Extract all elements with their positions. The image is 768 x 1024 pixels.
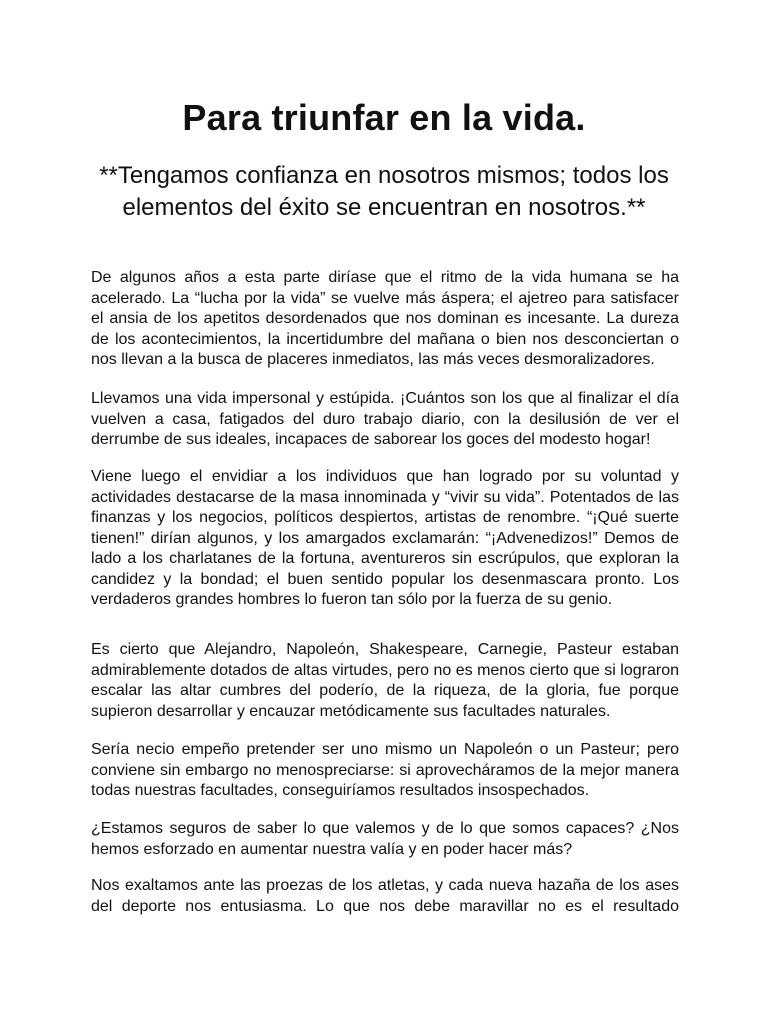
paragraph-3: Viene luego el envidiar a los individuos que han logrado por su voluntad y actividades destacarse de la masa innominada y “vivir su vida”. Potentados de las finanzas y los negocios, políticos despiertos, artistas de renombre. “¡Qué suerte tienen!” dirían algunos, y los amargados exclamarán: “¡Advenedizos!” Demos de lado a los charlatanes de la fortuna, aventureros sin escrúpulos, que exploran la candidez y la bondad; el buen sentido popular los desenmascara pronto. Los verdaderos grandes hombres lo fueron tan sólo por la fuerza de su genio. — [91, 468, 679, 608]
paragraph-2: Llevamos una vida impersonal y estúpida. ¡Cuántos son los que al finalizar el día vuelven a casa, fatigados del duro trabajo diario, con la desilusión de ver el derrumbe de sus ideales, incapaces de saborear los goces del modesto hogar! — [91, 390, 679, 448]
paragraph-4: Es cierto que Alejandro, Napoleón, Shakespeare, Carnegie, Pasteur estaban admirablemente dotados de altas virtudes, pero no es menos cierto que si lograron escalar las altar cumbres del poderío, de la riqueza, de la gloria, fue porque supieron desarrollar y encauzar metódicamente sus facultades naturales. — [91, 641, 679, 720]
page-subtitle: **Tengamos confianza en nosotros mismos; todos los elementos del éxito se encuentran en nosotros.** — [99, 162, 669, 221]
page-title: Para triunfar en la vida. — [182, 97, 586, 138]
paragraph-6: ¿Estamos seguros de saber lo que valemos y de lo que somos capaces? ¿Nos hemos esforzado en aumentar nuestra valía y en poder hacer más? — [91, 820, 679, 858]
paragraph-1: De algunos años a esta parte diríase que el ritmo de la vida humana se ha acelerado. La “lucha por la vida” se vuelve más áspera; el ajetreo para satisfacer el ansia de los apetitos desordenados que nos dominan es incesante. La dureza de los acontecimientos, la incertidumbre del mañana o bien nos desconciertan o nos llevan a la busca de placeres inmediatos, las más veces desmoralizadores. — [91, 269, 679, 368]
paragraph-7: Nos exaltamos ante las proezas de los atletas, y cada nueva hazaña de los ases del deporte nos entusiasma. Lo que nos debe maravillar no es el resultado — [91, 877, 679, 915]
paragraph-5: Sería necio empeño pretender ser uno mismo un Napoleón o un Pasteur; pero conviene sin embargo no menospreciarse: si aprovecháramos de la mejor manera todas nuestras facultades, conseguiríamos resultados insospechados. — [91, 741, 679, 799]
